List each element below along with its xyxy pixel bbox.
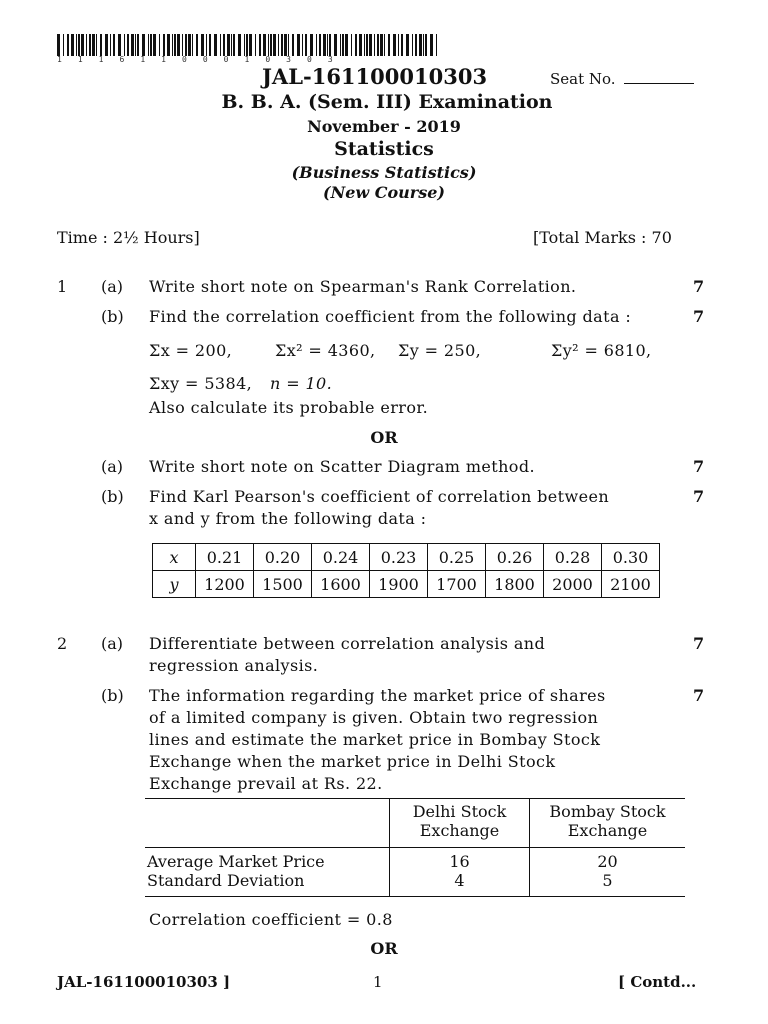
table-header-cell (530, 799, 686, 848)
continued-label: [ Contd... (618, 973, 697, 991)
table-cell: 16 (390, 848, 530, 872)
question-text: of a limited company is given. Obtain two regression (149, 708, 599, 727)
table-cell: 0.20 (254, 544, 312, 571)
or-divider: OR (370, 428, 398, 447)
stock-exchange-table (145, 798, 685, 897)
table-cell: 1800 (486, 571, 544, 598)
delhi-header-line1: Delhi Stock (412, 802, 507, 821)
sum-x-squared: Σx² = 4360, (275, 341, 376, 360)
table-row (153, 544, 660, 571)
sub-label: (a) (101, 457, 124, 476)
delhi-header-line2: Exchange (419, 821, 500, 840)
table-row (145, 871, 685, 897)
question-text: Differentiate between correlation analysis and (149, 634, 546, 653)
row-label: Standard Deviation (147, 871, 305, 890)
table-cell: 0.28 (544, 544, 602, 571)
question-marks: 7 (693, 457, 705, 476)
seat-blank-line (624, 83, 694, 84)
table-cell: 1500 (254, 571, 312, 598)
table-cell: 4 (390, 871, 530, 897)
barcode-digits: 1 1 1 6 1 1 0 0 0 1 0 3 0 3 (57, 55, 339, 64)
sum-y-squared: Σy² = 6810, (551, 341, 652, 360)
course-label: (New Course) (323, 183, 445, 202)
sub-label: (b) (101, 487, 124, 506)
table-cell: 5 (602, 871, 613, 890)
question-text: lines and estimate the market price in Bombay Stock (149, 730, 601, 749)
question-marks: 7 (693, 277, 705, 296)
exam-title: B. B. A. (Sem. III) Examination (221, 91, 553, 113)
row-label: Average Market Price (147, 852, 325, 871)
table-cell: 2000 (544, 571, 602, 598)
sub-label: (b) (101, 686, 124, 705)
exam-month: November - 2019 (307, 117, 461, 136)
total-marks: [Total Marks : 70 (533, 228, 672, 247)
question-text: Find the correlation coefficient from the following data : (149, 307, 632, 326)
subject-subtitle: (Business Statistics) (291, 163, 477, 182)
table-row (145, 848, 685, 872)
barcode (57, 34, 439, 56)
table-corner-cell (145, 799, 390, 848)
subject-title: Statistics (334, 138, 434, 160)
question-marks: 7 (693, 686, 705, 705)
question-marks: 7 (693, 487, 705, 506)
question-text: The information regarding the market price of shares (149, 686, 606, 705)
table-cell: 0.23 (370, 544, 428, 571)
table-cell: 2100 (602, 571, 660, 598)
question-text: x and y from the following data : (149, 509, 427, 528)
table-cell: 0.21 (196, 544, 254, 571)
question-marks: 7 (693, 307, 705, 326)
sum-xy: Σxy = 5384, (149, 374, 253, 393)
table-cell: 0.30 (602, 544, 660, 571)
bombay-header-line1: Bombay Stock (549, 802, 666, 821)
table-header-cell (390, 799, 530, 848)
question-text: Also calculate its probable error. (149, 398, 429, 417)
question-text: Write short note on Scatter Diagram method. (149, 457, 535, 476)
xy-data-table (152, 543, 660, 598)
correlation-coefficient: Correlation coefficient = 0.8 (149, 910, 393, 929)
sub-label: (a) (101, 634, 124, 653)
question-text: regression analysis. (149, 656, 319, 675)
or-divider: OR (370, 939, 398, 958)
footer-paper-code: JAL-161100010303 ] (57, 973, 231, 991)
sum-x: Σx = 200, (149, 341, 233, 360)
table-cell: 0.24 (312, 544, 370, 571)
n-value: n = 10. (270, 374, 333, 393)
question-number: 2 (57, 634, 68, 653)
table-cell: 1600 (312, 571, 370, 598)
table-cell: 1700 (428, 571, 486, 598)
question-text: Find Karl Pearson's coefficient of correlation between (149, 487, 610, 506)
sum-y: Σy = 250, (398, 341, 482, 360)
paper-code: JAL-161100010303 (262, 64, 488, 89)
seat-label: Seat No. (550, 70, 616, 88)
question-text: Write short note on Spearman's Rank Correlation. (149, 277, 577, 296)
question-number: 1 (57, 277, 68, 296)
table-header-cell: x (153, 544, 196, 571)
table-cell: 1200 (196, 571, 254, 598)
table-cell: 0.25 (428, 544, 486, 571)
bombay-header-line2: Exchange (567, 821, 648, 840)
table-row (145, 799, 685, 848)
seat-number-field (550, 70, 694, 88)
page-number: 1 (373, 973, 383, 991)
table-cell: 0.26 (486, 544, 544, 571)
table-header-cell: y (153, 571, 196, 598)
question-text: Exchange when the market price in Delhi Stock (149, 752, 556, 771)
question-marks: 7 (693, 634, 705, 653)
time-allowed: Time : 2½ Hours] (57, 228, 200, 247)
table-row (153, 571, 660, 598)
sub-label: (b) (101, 307, 124, 326)
question-text: Exchange prevail at Rs. 22. (149, 774, 383, 793)
sub-label: (a) (101, 277, 124, 296)
table-cell: 1900 (370, 571, 428, 598)
table-cell: 20 (597, 852, 618, 871)
